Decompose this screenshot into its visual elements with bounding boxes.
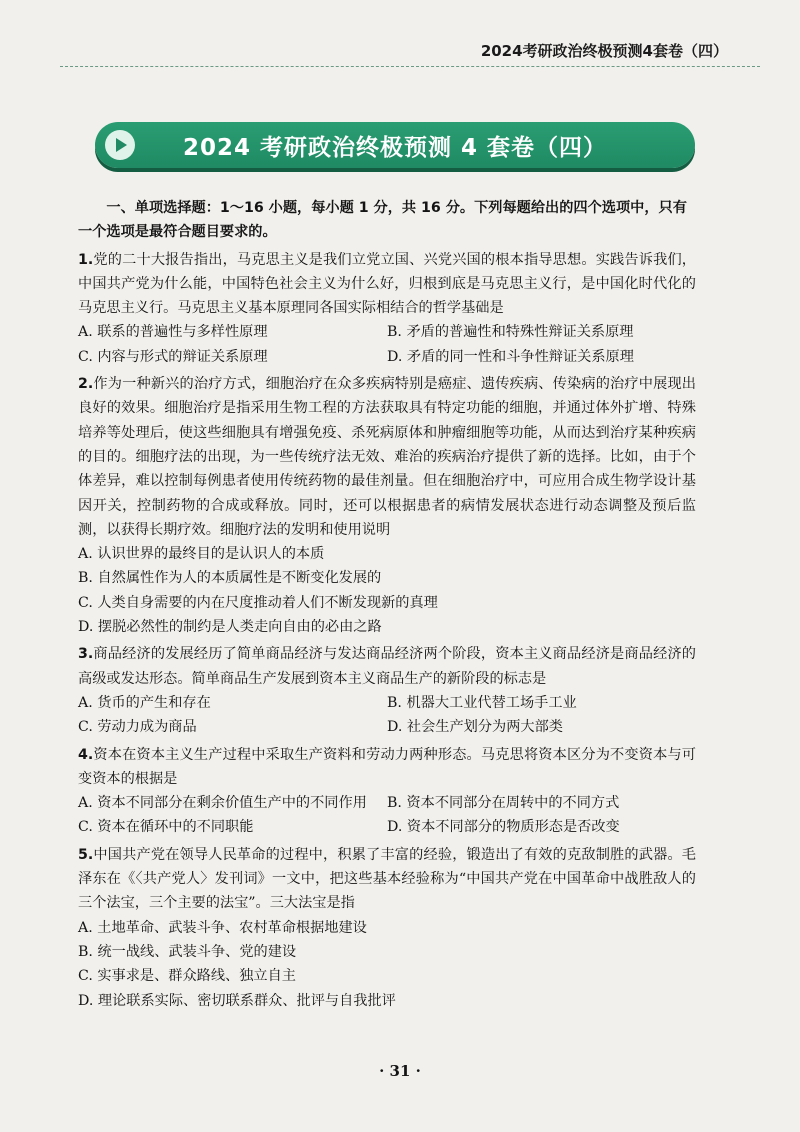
option-c[interactable]: C. 人类自身需要的内在尺度推动着人们不断发现新的真理 xyxy=(78,594,438,611)
question-number: 2. xyxy=(78,376,94,393)
option-d[interactable]: D. 社会生产划分为两大部类 xyxy=(387,719,563,736)
exam-content xyxy=(78,196,696,1013)
question-stem xyxy=(78,248,696,321)
option-b[interactable]: B. 统一战线、武装斗争、党的建设 xyxy=(78,943,297,960)
option-a[interactable]: A. 联系的普遍性与多样性原理 xyxy=(78,324,268,341)
option-d[interactable]: D. 资本不同部分的物质形态是否改变 xyxy=(387,819,620,836)
question-text: 商品经济的发展经历了简单商品经济与发达商品经济两个阶段，资本主义商品经济是商品经济的高级或发达形态。简单商品生产发展到资本主义商品生产的新阶段的标志是 xyxy=(78,646,696,687)
option-d[interactable]: D. 理论联系实际、密切联系群众、批评与自我批评 xyxy=(78,992,396,1009)
page-number: · 31 · xyxy=(379,1062,421,1080)
option-c[interactable]: C. 劳动力成为商品 xyxy=(78,719,197,736)
option-b[interactable]: B. 自然属性作为人的本质属性是不断变化发展的 xyxy=(78,570,382,587)
option-b[interactable]: B. 资本不同部分在周转中的不同方式 xyxy=(387,795,620,812)
question-number: 4. xyxy=(78,746,94,763)
options-list xyxy=(78,691,696,740)
title-banner xyxy=(95,122,695,168)
play-arrow-icon xyxy=(105,130,135,160)
section-heading: 一、单项选择题：1～16 小题，每小题 1 分，共 16 分。下列每题给出的四个选项中，只有一个选项是最符合题目要求的。 xyxy=(78,200,687,241)
options-list xyxy=(78,791,696,840)
question-stem xyxy=(78,743,696,792)
option-a[interactable]: A. 认识世界的最终目的是认识人的本质 xyxy=(78,546,325,563)
question-5 xyxy=(78,843,696,1013)
options-list xyxy=(78,542,696,639)
option-d[interactable]: D. 摆脱必然性的制约是人类走向自由的必由之路 xyxy=(78,619,382,636)
question-text: 作为一种新兴的治疗方式，细胞治疗在众多疾病特别是癌症、遗传疾病、传染病的治疗中展现出良好的效果。细胞治疗是指采用生物工程的方法获取具有特定功能的细胞，并通过体外扩增、特殊培养等处理后，使这些细胞具有增强免疫、杀死病原体和肿瘤细胞等功能，从而达到治疗某种疾病的目的。细胞疗法的出现，为一些传统疗法无效、难治的疾病治疗提供了新的选择。比如，由于个体差异，难以控制每例患者使用传统药物的最佳剂量。但在细胞治疗中，可应用合成生物学设计基因开关，控制药物的合成或释放。同时，还可以根据患者的病情发展状态进行动态调整及预后监测，以获得长期疗效。细胞疗法的发明和使用说明 xyxy=(78,376,696,538)
option-c[interactable]: C. 内容与形式的辩证关系原理 xyxy=(78,348,268,365)
question-number: 5. xyxy=(78,846,94,863)
question-text: 资本在资本主义生产过程中采取生产资料和劳动力两种形态。马克思将资本区分为不变资本与可变资本的根据是 xyxy=(78,746,696,787)
option-d[interactable]: D. 矛盾的同一性和斗争性辩证关系原理 xyxy=(387,348,634,365)
header-divider xyxy=(60,66,760,67)
question-3 xyxy=(78,642,696,739)
running-header: 2024考研政治终极预测4套卷（四） xyxy=(480,42,728,60)
options-list xyxy=(78,320,696,369)
question-text: 中国共产党在领导人民革命的过程中，积累了丰富的经验，锻造出了有效的克敌制胜的武器。毛泽东在《〈共产党人〉发刊词》一文中，把这些基本经验称为“中国共产党在中国革命中战胜敌人的三个法宝，三个主要的法宝”。三大法宝是指 xyxy=(78,846,696,912)
options-list xyxy=(78,916,696,1013)
question-4 xyxy=(78,743,696,840)
option-b[interactable]: B. 矛盾的普遍性和特殊性辩证关系原理 xyxy=(387,324,634,341)
question-text: 党的二十大报告指出，马克思主义是我们立党立国、兴党兴国的根本指导思想。实践告诉我们，中国共产党为什么能，中国特色社会主义为什么好，归根到底是马克思主义行，是中国化时代化的马克思主义行。马克思主义基本原理同各国实际相结合的哲学基础是 xyxy=(78,251,696,317)
question-number: 1. xyxy=(78,251,94,268)
option-c[interactable]: C. 实事求是、群众路线、独立自主 xyxy=(78,968,296,985)
option-c[interactable]: C. 资本在循环中的不同职能 xyxy=(78,819,254,836)
question-stem xyxy=(78,843,696,916)
question-1 xyxy=(78,248,696,369)
question-2 xyxy=(78,372,696,639)
question-number: 3. xyxy=(78,646,94,663)
question-stem xyxy=(78,642,696,691)
option-a[interactable]: A. 资本不同部分在剩余价值生产中的不同作用 xyxy=(78,795,367,812)
option-a[interactable]: A. 土地革命、武装斗争、农村革命根据地建设 xyxy=(78,919,367,936)
page-title: 2024 考研政治终极预测 4 套卷（四） xyxy=(182,134,608,161)
option-a[interactable]: A. 货币的产生和存在 xyxy=(78,694,211,711)
question-stem xyxy=(78,372,696,542)
option-b[interactable]: B. 机器大工业代替工场手工业 xyxy=(387,694,577,711)
